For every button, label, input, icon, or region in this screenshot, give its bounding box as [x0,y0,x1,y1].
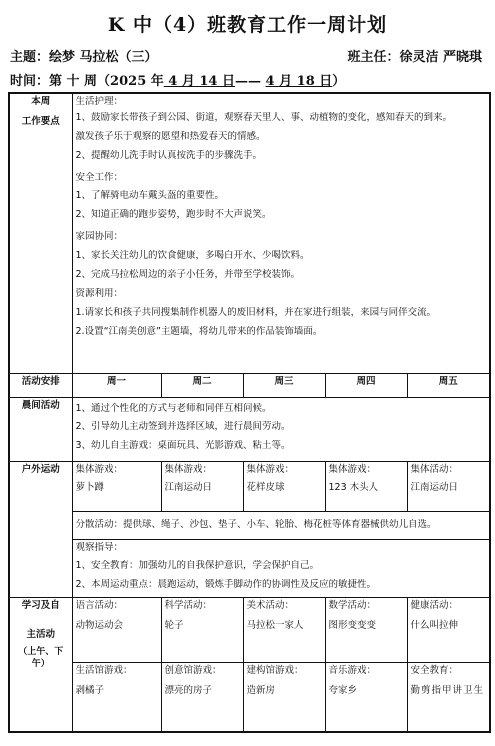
learning-cell: 数学活动： 图形变变变 [325,597,407,662]
time-row [10,70,488,89]
day-header: 周三 [243,373,325,397]
learning-cell: 健康活动： 什么叫拉伸 [407,597,490,662]
home-item: 1、家长关注幼儿的饮食健康，多喝白开水、少喝饮料。 [75,250,310,261]
guide-item: 2、本周运动重点：晨跑运动，锻炼手脚动作的协调性及反应的敏捷性。 [75,579,377,591]
learning-cell: 科学活动： 轮子 [161,597,243,662]
outdoor-game-cell: 集体游戏： 江南运动日 [161,461,243,511]
guide-item: 1、安全教育：加强幼儿的自我保护意识，学会保护自己。 [75,560,320,572]
teachers [347,46,482,65]
safety-item: 2、知道正确的跑步姿势，跑步时不大声说笑。 [75,209,272,221]
theme-value: 绘梦 马拉松（三） [49,50,158,65]
life-item: 1、鼓励家长带孩子到公园、街道，观察春天里人、事、动植物的变化，感知春天的到来。 [75,111,453,123]
learning-label: 学习及自 主活动 （上午、下午） [9,597,72,732]
start-date: 4 月 14 日 [163,74,236,89]
home-title: 家园协同： [75,231,124,243]
learning-cell: 安全教育： 勤剪指甲讲卫生 [407,662,490,732]
learning-cell: 语言活动： 动物运动会 [72,597,161,662]
time-suffix: ） [332,74,346,89]
life-item: 2、提醒幼儿洗手时认真按洗手的步骤洗手。 [75,149,263,161]
day-header: 周二 [161,373,243,397]
guide-title: 观察指导： [75,541,124,553]
home-item: 2、完成马拉松周边的亲子小任务，并带至学校装饰。 [75,268,301,280]
time-prefix: 时间：第 十 周（2025 年 [10,74,164,89]
safety-item: 1、了解骑电动车戴头盔的重要性。 [75,190,225,202]
schedule-row [9,373,490,397]
weekly-content [72,93,490,373]
resource-title: 资源利用： [75,287,124,299]
morning-item: 3、幼儿自主游戏：桌面玩具、光影游戏、粘土等。 [75,440,291,452]
life-item: 激发孩子乐于观察的愿望和热爱春天的情感。 [75,130,266,142]
outdoor-free-row [9,511,490,539]
outdoor-label: 户外运动 [9,461,72,597]
weekly-row [9,93,490,373]
theme [10,46,158,65]
outdoor-game-cell: 集体游戏： 萝卜蹲 [72,461,161,511]
outdoor-game-cell: 集体游戏： 花样皮球 [243,461,325,511]
safety-title: 安全工作： [75,171,124,183]
theme-row [10,46,488,65]
learning-cell: 创意馆游戏： 漂亮的房子 [161,662,243,732]
outdoor-game-cell: 集体活动： 江南运动日 [407,461,490,511]
outdoor-guide-row [9,539,490,597]
page-title: K 中（4）班教育工作一周计划 [107,14,388,36]
outdoor-games-row [9,461,490,511]
learning-cell: 美术活动： 马拉松一家人 [243,597,325,662]
outdoor-game-cell: 集体游戏： 123 木头人 [325,461,407,511]
day-header: 周一 [72,373,161,397]
weekly-label: 本周 工作要点 [9,93,72,373]
life-title: 生活护理： [75,96,124,107]
morning-row [9,397,490,461]
time-mid: —— [235,74,266,89]
plan-table [8,92,491,733]
morning-content [72,397,490,461]
end-date: 4 月 18 日 [265,74,333,89]
morning-item: 2、引导幼儿主动签到并选择区域，进行晨间劳动。 [75,421,291,433]
schedule-label: 活动安排 [9,373,72,397]
free-play: 分散活动：提供球、绳子、沙包、垫子、小车、轮胎、梅花桩等体育器械供幼儿自选。 [72,511,490,539]
teacher-names: 徐灵洁 严晓琪 [399,50,482,65]
morning-item: 1、通过个性化的方式与老师和同伴互相问候。 [75,402,272,414]
learning-cell: 生活馆游戏： 剥橘子 [72,662,161,732]
day-header: 周五 [407,373,490,397]
morning-label: 晨间活动 [9,397,72,461]
learning-cell: 建构馆游戏： 造新房 [243,662,325,732]
teacher-label: 班主任： [347,50,400,65]
resource-item: 1.请家长和孩子共同搜集制作机器人的废旧材料，并在家进行组装，来园与同伴交流。 [75,306,437,318]
learning-row-1 [9,597,490,662]
theme-label: 主题： [10,50,50,65]
day-header: 周四 [325,373,407,397]
learning-cell: 音乐游戏： 夸家乡 [325,662,407,732]
resource-item: 2.设置“江南美创意”主题墙，将幼儿带来的作品装饰墙面。 [75,325,323,337]
learning-row-2 [9,662,490,732]
observation-guide [72,539,490,597]
